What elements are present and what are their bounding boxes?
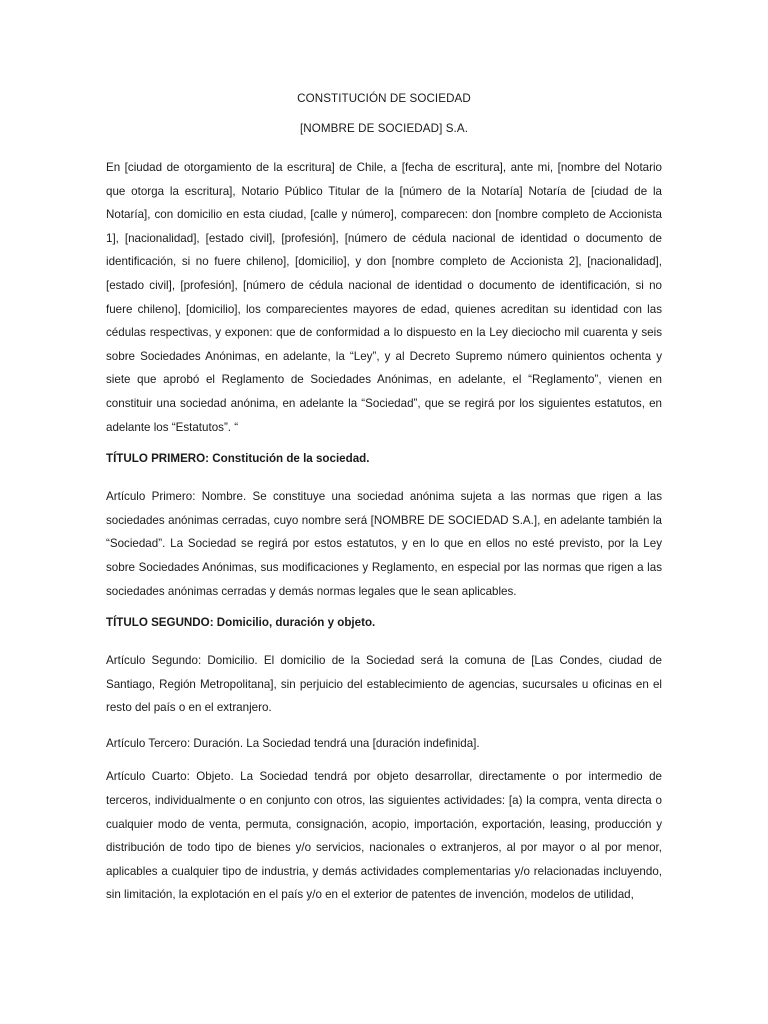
articulo-segundo-paragraph: Artículo Segundo: Domicilio. El domicilio de la Sociedad será la comuna de [Las Condes, ciudad de Santiago, Región Metropolitana], sin perjuicio del establecimiento de agencias, sucursales u oficinas en el resto del país o en el extranjero.	[106, 654, 662, 715]
intro-paragraph: En [ciudad de otorgamiento de la escritura] de Chile, a [fecha de escritura], ante mi, [nombre del Notario que otorga la escritura], Notario Público Titular de la [número de la Notaría] Notaría de [ciudad de la Notaría], con domicilio en esta ciudad, [calle y número], comparecen: don [nombre completo de Accionista 1], [nacionalidad], [estado civil], [profesión], [número de cédula nacional de identidad o documento de identificación, si no fuere chileno], [domicilio], y don [nombre completo de Accionista 2], [nacionalidad], [estado civil], [profesión], [número de cédula nacional de identidad o documento de identificación, si no fuere chileno], [domicilio], los comparecientes mayores de edad, quienes acreditan su identidad con las cédulas respectivas, y exponen: que de conformidad a lo dispuesto en la Ley dieciocho mil cuarenta y seis sobre Sociedades Anónimas, en adelante, la “Ley”, y al Decreto Supremo número quinientos ochenta y siete que aprobó el Reglamento de Sociedades Anónimas, en adelante, el “Reglamento”, vienen en constituir una sociedad anónima, en adelante la “Sociedad”, que se regirá por los siguientes estatutos, en adelante los “Estatutos”. “	[106, 161, 662, 434]
company-name-title: [NOMBRE DE SOCIEDAD] S.A.	[299, 122, 469, 135]
articulo-primero-paragraph: Artículo Primero: Nombre. Se constituye una sociedad anónima sujeta a las normas que rigen a las sociedades anónimas cerradas, cuyo nombre será [NOMBRE DE SOCIEDAD S.A.], en adelante también la “Sociedad”. La Sociedad se regirá por estos estatutos, y en lo que en ellos no esté previsto, por la Ley sobre Sociedades Anónimas, sus modificaciones y Reglamento, en especial por las normas que rigen a las sociedades anónimas cerradas y demás normas legales que le sean aplicables.	[106, 490, 662, 598]
titulo-segundo-heading: TÍTULO SEGUNDO: Domicilio, duración y objeto.	[106, 616, 376, 630]
articulo-cuarto-paragraph: Artículo Cuarto: Objeto. La Sociedad tendrá por objeto desarrollar, directamente o por intermedio de terceros, individualmente o en conjunto con otros, las siguientes actividades: [a) la compra, venta directa o cualquier modo de venta, permuta, consignación, acopio, importación, exportación, leasing, producción y distribución de todo tipo de bienes y/o servicios, nacionales o extranjeros, al por mayor o al por menor, aplicables a cualquier tipo de industria, y demás actividades complementarias y/o relacionadas incluyendo, sin limitación, la explotación en el país y/o en el exterior de patentes de invención, modelos de utilidad,	[106, 770, 662, 902]
titulo-primero-heading: TÍTULO PRIMERO: Constitución de la sociedad.	[106, 452, 370, 466]
document-title: CONSTITUCIÓN DE SOCIEDAD	[297, 92, 471, 105]
articulo-tercero-paragraph: Artículo Tercero: Duración. La Sociedad tendrá una [duración indefinida].	[106, 736, 480, 750]
